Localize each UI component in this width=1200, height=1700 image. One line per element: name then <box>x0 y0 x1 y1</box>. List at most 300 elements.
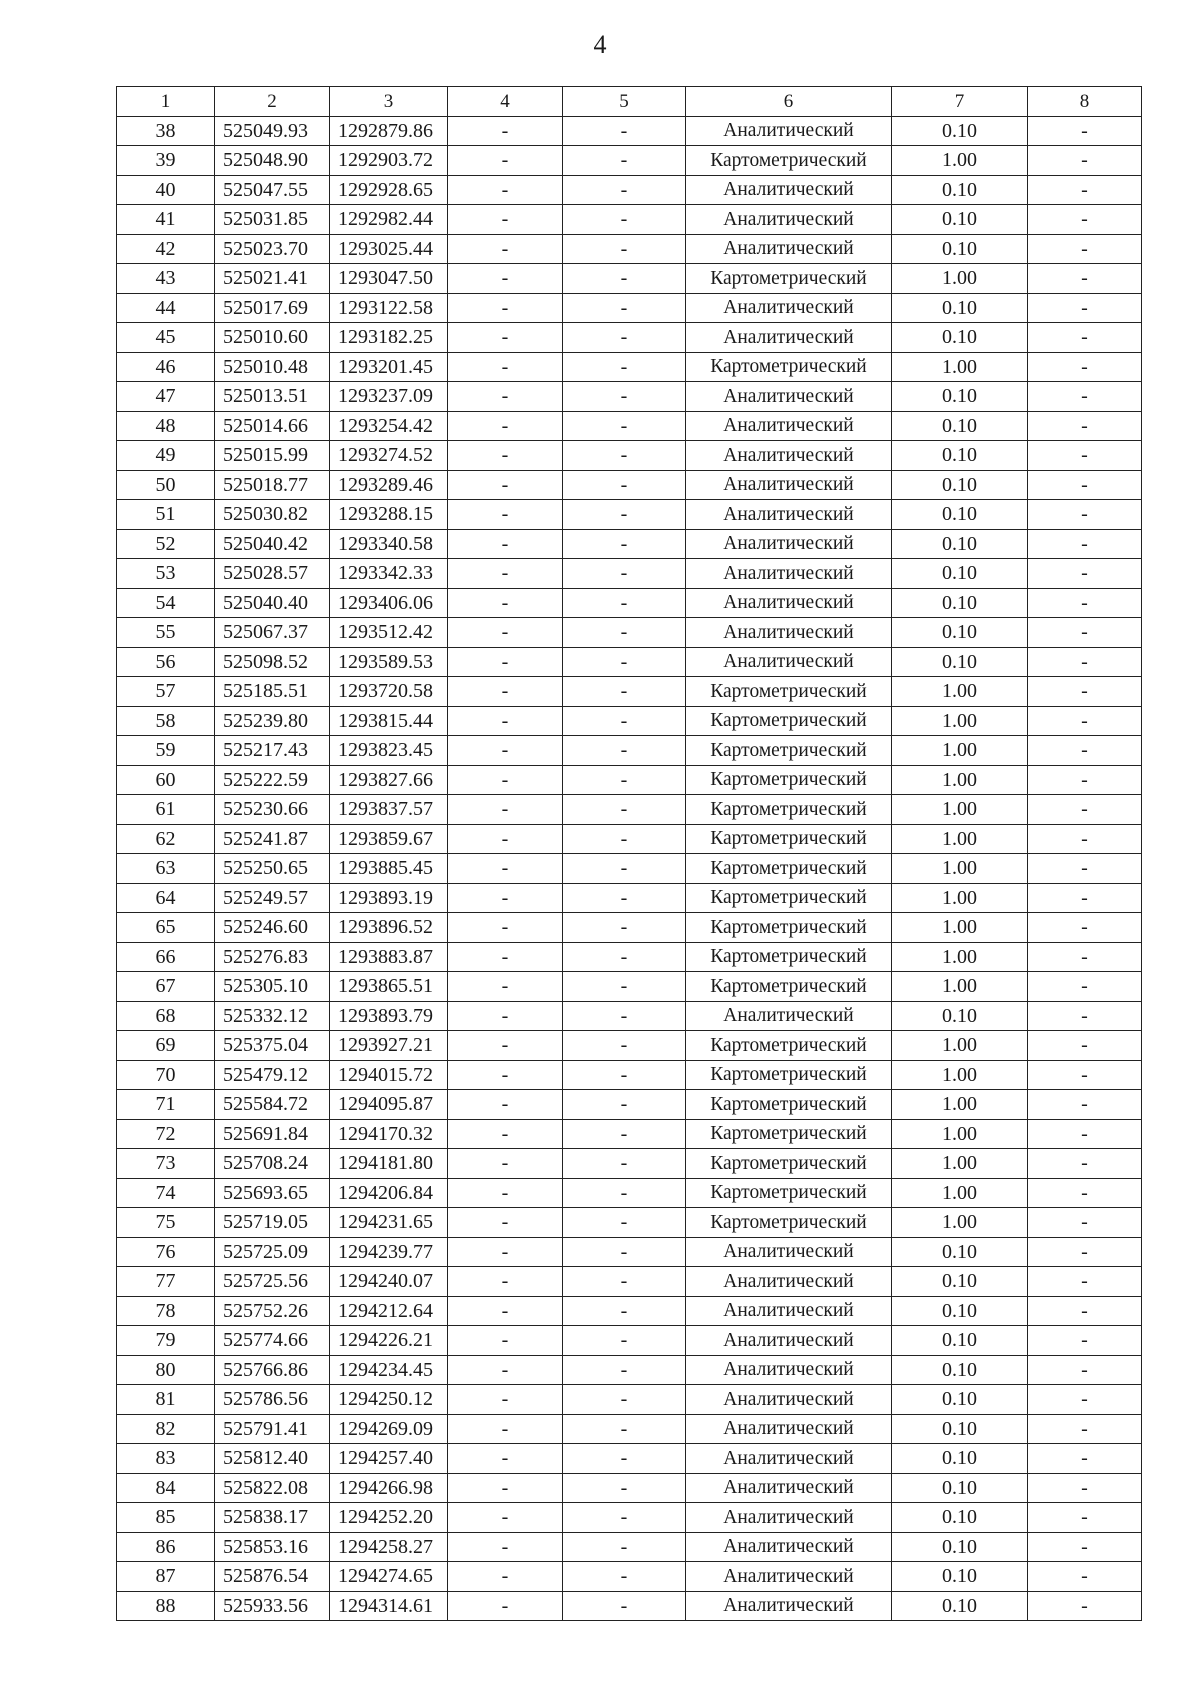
col4-cell: - <box>448 736 563 766</box>
y-coordinate-cell: 1294274.65 <box>330 1562 448 1592</box>
table-row <box>117 854 1142 884</box>
accuracy-cell: 0.10 <box>892 1296 1028 1326</box>
col4-cell: - <box>448 1267 563 1297</box>
table-row <box>117 1414 1142 1444</box>
col4-cell: - <box>448 1414 563 1444</box>
column-header: 1 <box>117 87 215 117</box>
x-coordinate-cell: 525040.42 <box>215 529 330 559</box>
method-cell: Аналитический <box>686 1001 892 1031</box>
x-coordinate-cell: 525786.56 <box>215 1385 330 1415</box>
y-coordinate-cell: 1292928.65 <box>330 175 448 205</box>
table-row <box>117 382 1142 412</box>
col5-cell: - <box>563 1119 686 1149</box>
x-coordinate-cell: 525276.83 <box>215 942 330 972</box>
col8-cell: - <box>1028 795 1142 825</box>
x-coordinate-cell: 525719.05 <box>215 1208 330 1238</box>
col8-cell: - <box>1028 1208 1142 1238</box>
col8-cell: - <box>1028 1503 1142 1533</box>
table-row <box>117 411 1142 441</box>
point-number-cell: 84 <box>117 1473 215 1503</box>
table-row <box>117 913 1142 943</box>
col4-cell: - <box>448 1001 563 1031</box>
column-header: 7 <box>892 87 1028 117</box>
col5-cell: - <box>563 500 686 530</box>
y-coordinate-cell: 1294314.61 <box>330 1591 448 1621</box>
x-coordinate-cell: 525048.90 <box>215 146 330 176</box>
x-coordinate-cell: 525725.56 <box>215 1267 330 1297</box>
table-row <box>117 1149 1142 1179</box>
col8-cell: - <box>1028 883 1142 913</box>
point-number-cell: 85 <box>117 1503 215 1533</box>
col4-cell: - <box>448 706 563 736</box>
point-number-cell: 41 <box>117 205 215 235</box>
col8-cell: - <box>1028 382 1142 412</box>
col4-cell: - <box>448 1473 563 1503</box>
x-coordinate-cell: 525691.84 <box>215 1119 330 1149</box>
method-cell: Картометрический <box>686 1178 892 1208</box>
table-row <box>117 1532 1142 1562</box>
col8-cell: - <box>1028 1473 1142 1503</box>
table-row <box>117 677 1142 707</box>
col8-cell: - <box>1028 1237 1142 1267</box>
method-cell: Аналитический <box>686 411 892 441</box>
point-number-cell: 57 <box>117 677 215 707</box>
point-number-cell: 60 <box>117 765 215 795</box>
y-coordinate-cell: 1293893.79 <box>330 1001 448 1031</box>
col5-cell: - <box>563 1178 686 1208</box>
col8-cell: - <box>1028 824 1142 854</box>
col8-cell: - <box>1028 1591 1142 1621</box>
col4-cell: - <box>448 470 563 500</box>
col4-cell: - <box>448 1178 563 1208</box>
col5-cell: - <box>563 913 686 943</box>
x-coordinate-cell: 525013.51 <box>215 382 330 412</box>
col5-cell: - <box>563 736 686 766</box>
method-cell: Аналитический <box>686 1296 892 1326</box>
x-coordinate-cell: 525030.82 <box>215 500 330 530</box>
table-row <box>117 352 1142 382</box>
x-coordinate-cell: 525023.70 <box>215 234 330 264</box>
point-number-cell: 69 <box>117 1031 215 1061</box>
y-coordinate-cell: 1294266.98 <box>330 1473 448 1503</box>
col8-cell: - <box>1028 1562 1142 1592</box>
y-coordinate-cell: 1293289.46 <box>330 470 448 500</box>
col8-cell: - <box>1028 146 1142 176</box>
y-coordinate-cell: 1293720.58 <box>330 677 448 707</box>
col4-cell: - <box>448 1326 563 1356</box>
col5-cell: - <box>563 677 686 707</box>
col4-cell: - <box>448 559 563 589</box>
point-number-cell: 64 <box>117 883 215 913</box>
col8-cell: - <box>1028 854 1142 884</box>
page-number: 4 <box>593 30 607 59</box>
x-coordinate-cell: 525752.26 <box>215 1296 330 1326</box>
col8-cell: - <box>1028 1090 1142 1120</box>
col4-cell: - <box>448 146 563 176</box>
y-coordinate-cell: 1293182.25 <box>330 323 448 353</box>
col5-cell: - <box>563 647 686 677</box>
method-cell: Картометрический <box>686 883 892 913</box>
col8-cell: - <box>1028 116 1142 146</box>
table-row <box>117 824 1142 854</box>
col8-cell: - <box>1028 1385 1142 1415</box>
accuracy-cell: 0.10 <box>892 1001 1028 1031</box>
table-row <box>117 1001 1142 1031</box>
x-coordinate-cell: 525049.93 <box>215 116 330 146</box>
table-row <box>117 618 1142 648</box>
table-row <box>117 175 1142 205</box>
accuracy-cell: 1.00 <box>892 1060 1028 1090</box>
y-coordinate-cell: 1293589.53 <box>330 647 448 677</box>
point-number-cell: 72 <box>117 1119 215 1149</box>
table-row <box>117 1237 1142 1267</box>
x-coordinate-cell: 525584.72 <box>215 1090 330 1120</box>
col8-cell: - <box>1028 470 1142 500</box>
accuracy-cell: 0.10 <box>892 588 1028 618</box>
method-cell: Картометрический <box>686 706 892 736</box>
accuracy-cell: 0.10 <box>892 441 1028 471</box>
col5-cell: - <box>563 883 686 913</box>
table-row <box>117 765 1142 795</box>
table-row <box>117 205 1142 235</box>
col4-cell: - <box>448 618 563 648</box>
point-number-cell: 81 <box>117 1385 215 1415</box>
table-row <box>117 942 1142 972</box>
point-number-cell: 47 <box>117 382 215 412</box>
x-coordinate-cell: 525725.09 <box>215 1237 330 1267</box>
column-header: 6 <box>686 87 892 117</box>
y-coordinate-cell: 1293885.45 <box>330 854 448 884</box>
x-coordinate-cell: 525017.69 <box>215 293 330 323</box>
y-coordinate-cell: 1294240.07 <box>330 1267 448 1297</box>
method-cell: Аналитический <box>686 323 892 353</box>
method-cell: Картометрический <box>686 1208 892 1238</box>
y-coordinate-cell: 1293927.21 <box>330 1031 448 1061</box>
y-coordinate-cell: 1293896.52 <box>330 913 448 943</box>
point-number-cell: 78 <box>117 1296 215 1326</box>
col5-cell: - <box>563 293 686 323</box>
point-number-cell: 67 <box>117 972 215 1002</box>
col4-cell: - <box>448 1532 563 1562</box>
point-number-cell: 61 <box>117 795 215 825</box>
col8-cell: - <box>1028 293 1142 323</box>
x-coordinate-cell: 525241.87 <box>215 824 330 854</box>
col8-cell: - <box>1028 972 1142 1002</box>
point-number-cell: 42 <box>117 234 215 264</box>
table-row <box>117 470 1142 500</box>
y-coordinate-cell: 1293122.58 <box>330 293 448 323</box>
x-coordinate-cell: 525021.41 <box>215 264 330 294</box>
point-number-cell: 66 <box>117 942 215 972</box>
col8-cell: - <box>1028 175 1142 205</box>
point-number-cell: 58 <box>117 706 215 736</box>
col4-cell: - <box>448 529 563 559</box>
col4-cell: - <box>448 795 563 825</box>
method-cell: Аналитический <box>686 470 892 500</box>
col4-cell: - <box>448 1296 563 1326</box>
table-row <box>117 1473 1142 1503</box>
accuracy-cell: 1.00 <box>892 972 1028 1002</box>
table-body <box>117 116 1142 1621</box>
col4-cell: - <box>448 205 563 235</box>
table-row <box>117 1591 1142 1621</box>
header-row <box>117 87 1142 117</box>
column-header: 3 <box>330 87 448 117</box>
x-coordinate-cell: 525185.51 <box>215 677 330 707</box>
col8-cell: - <box>1028 588 1142 618</box>
y-coordinate-cell: 1293047.50 <box>330 264 448 294</box>
point-number-cell: 54 <box>117 588 215 618</box>
x-coordinate-cell: 525305.10 <box>215 972 330 1002</box>
accuracy-cell: 0.10 <box>892 1444 1028 1474</box>
table-row <box>117 972 1142 1002</box>
table-row <box>117 293 1142 323</box>
col5-cell: - <box>563 352 686 382</box>
y-coordinate-cell: 1293237.09 <box>330 382 448 412</box>
col4-cell: - <box>448 382 563 412</box>
point-number-cell: 52 <box>117 529 215 559</box>
accuracy-cell: 1.00 <box>892 736 1028 766</box>
col5-cell: - <box>563 1296 686 1326</box>
table-row <box>117 1444 1142 1474</box>
point-number-cell: 87 <box>117 1562 215 1592</box>
method-cell: Картометрический <box>686 1090 892 1120</box>
table-row <box>117 146 1142 176</box>
method-cell: Аналитический <box>686 1414 892 1444</box>
x-coordinate-cell: 525774.66 <box>215 1326 330 1356</box>
y-coordinate-cell: 1294269.09 <box>330 1414 448 1444</box>
table-row <box>117 529 1142 559</box>
x-coordinate-cell: 525010.48 <box>215 352 330 382</box>
table-row <box>117 1119 1142 1149</box>
accuracy-cell: 0.10 <box>892 116 1028 146</box>
col4-cell: - <box>448 824 563 854</box>
col4-cell: - <box>448 1385 563 1415</box>
accuracy-cell: 0.10 <box>892 1326 1028 1356</box>
col4-cell: - <box>448 1237 563 1267</box>
point-number-cell: 74 <box>117 1178 215 1208</box>
point-number-cell: 45 <box>117 323 215 353</box>
table-row <box>117 441 1142 471</box>
col5-cell: - <box>563 795 686 825</box>
accuracy-cell: 1.00 <box>892 765 1028 795</box>
accuracy-cell: 0.10 <box>892 470 1028 500</box>
accuracy-cell: 0.10 <box>892 234 1028 264</box>
method-cell: Аналитический <box>686 1444 892 1474</box>
table-row <box>117 795 1142 825</box>
col4-cell: - <box>448 500 563 530</box>
point-number-cell: 53 <box>117 559 215 589</box>
table-row <box>117 1060 1142 1090</box>
y-coordinate-cell: 1294015.72 <box>330 1060 448 1090</box>
x-coordinate-cell: 525693.65 <box>215 1178 330 1208</box>
y-coordinate-cell: 1294231.65 <box>330 1208 448 1238</box>
x-coordinate-cell: 525014.66 <box>215 411 330 441</box>
x-coordinate-cell: 525375.04 <box>215 1031 330 1061</box>
x-coordinate-cell: 525822.08 <box>215 1473 330 1503</box>
col4-cell: - <box>448 765 563 795</box>
method-cell: Аналитический <box>686 175 892 205</box>
y-coordinate-cell: 1294170.32 <box>330 1119 448 1149</box>
col4-cell: - <box>448 1060 563 1090</box>
col8-cell: - <box>1028 913 1142 943</box>
y-coordinate-cell: 1294258.27 <box>330 1532 448 1562</box>
col8-cell: - <box>1028 1031 1142 1061</box>
col5-cell: - <box>563 854 686 884</box>
method-cell: Картометрический <box>686 352 892 382</box>
col8-cell: - <box>1028 411 1142 441</box>
col8-cell: - <box>1028 1149 1142 1179</box>
y-coordinate-cell: 1293342.33 <box>330 559 448 589</box>
point-number-cell: 48 <box>117 411 215 441</box>
x-coordinate-cell: 525812.40 <box>215 1444 330 1474</box>
col8-cell: - <box>1028 352 1142 382</box>
col8-cell: - <box>1028 1060 1142 1090</box>
table-row <box>117 323 1142 353</box>
point-number-cell: 71 <box>117 1090 215 1120</box>
x-coordinate-cell: 525031.85 <box>215 205 330 235</box>
method-cell: Аналитический <box>686 500 892 530</box>
accuracy-cell: 1.00 <box>892 1031 1028 1061</box>
y-coordinate-cell: 1294212.64 <box>330 1296 448 1326</box>
x-coordinate-cell: 525791.41 <box>215 1414 330 1444</box>
accuracy-cell: 0.10 <box>892 1562 1028 1592</box>
y-coordinate-cell: 1293815.44 <box>330 706 448 736</box>
col8-cell: - <box>1028 1119 1142 1149</box>
x-coordinate-cell: 525479.12 <box>215 1060 330 1090</box>
col5-cell: - <box>563 972 686 1002</box>
method-cell: Картометрический <box>686 264 892 294</box>
accuracy-cell: 0.10 <box>892 500 1028 530</box>
point-number-cell: 39 <box>117 146 215 176</box>
col5-cell: - <box>563 824 686 854</box>
method-cell: Картометрический <box>686 942 892 972</box>
col8-cell: - <box>1028 765 1142 795</box>
x-coordinate-cell: 525230.66 <box>215 795 330 825</box>
method-cell: Аналитический <box>686 1473 892 1503</box>
col5-cell: - <box>563 1060 686 1090</box>
y-coordinate-cell: 1294226.21 <box>330 1326 448 1356</box>
y-coordinate-cell: 1293201.45 <box>330 352 448 382</box>
point-number-cell: 59 <box>117 736 215 766</box>
col4-cell: - <box>448 175 563 205</box>
col5-cell: - <box>563 175 686 205</box>
accuracy-cell: 1.00 <box>892 1208 1028 1238</box>
point-number-cell: 82 <box>117 1414 215 1444</box>
col4-cell: - <box>448 1355 563 1385</box>
accuracy-cell: 1.00 <box>892 677 1028 707</box>
column-header: 8 <box>1028 87 1142 117</box>
y-coordinate-cell: 1293288.15 <box>330 500 448 530</box>
point-number-cell: 70 <box>117 1060 215 1090</box>
col5-cell: - <box>563 1444 686 1474</box>
col4-cell: - <box>448 293 563 323</box>
col8-cell: - <box>1028 441 1142 471</box>
accuracy-cell: 1.00 <box>892 1178 1028 1208</box>
col5-cell: - <box>563 1326 686 1356</box>
x-coordinate-cell: 525249.57 <box>215 883 330 913</box>
x-coordinate-cell: 525098.52 <box>215 647 330 677</box>
col5-cell: - <box>563 116 686 146</box>
col8-cell: - <box>1028 942 1142 972</box>
col5-cell: - <box>563 234 686 264</box>
point-number-cell: 86 <box>117 1532 215 1562</box>
method-cell: Аналитический <box>686 1591 892 1621</box>
accuracy-cell: 0.10 <box>892 1532 1028 1562</box>
col4-cell: - <box>448 441 563 471</box>
table-row <box>117 588 1142 618</box>
method-cell: Аналитический <box>686 116 892 146</box>
method-cell: Аналитический <box>686 293 892 323</box>
method-cell: Аналитический <box>686 588 892 618</box>
method-cell: Картометрический <box>686 913 892 943</box>
point-number-cell: 65 <box>117 913 215 943</box>
y-coordinate-cell: 1294234.45 <box>330 1355 448 1385</box>
point-number-cell: 68 <box>117 1001 215 1031</box>
accuracy-cell: 1.00 <box>892 352 1028 382</box>
y-coordinate-cell: 1293893.19 <box>330 883 448 913</box>
col5-cell: - <box>563 559 686 589</box>
col8-cell: - <box>1028 1444 1142 1474</box>
point-number-cell: 51 <box>117 500 215 530</box>
table-row <box>117 883 1142 913</box>
accuracy-cell: 1.00 <box>892 883 1028 913</box>
accuracy-cell: 0.10 <box>892 618 1028 648</box>
method-cell: Аналитический <box>686 647 892 677</box>
x-coordinate-cell: 525040.40 <box>215 588 330 618</box>
col4-cell: - <box>448 264 563 294</box>
table-row <box>117 1355 1142 1385</box>
accuracy-cell: 1.00 <box>892 1149 1028 1179</box>
method-cell: Аналитический <box>686 441 892 471</box>
table-row <box>117 647 1142 677</box>
point-number-cell: 88 <box>117 1591 215 1621</box>
point-number-cell: 49 <box>117 441 215 471</box>
accuracy-cell: 0.10 <box>892 411 1028 441</box>
col5-cell: - <box>563 264 686 294</box>
column-header: 4 <box>448 87 563 117</box>
col5-cell: - <box>563 1267 686 1297</box>
table-row <box>117 1208 1142 1238</box>
y-coordinate-cell: 1292982.44 <box>330 205 448 235</box>
accuracy-cell: 1.00 <box>892 1119 1028 1149</box>
x-coordinate-cell: 525217.43 <box>215 736 330 766</box>
x-coordinate-cell: 525239.80 <box>215 706 330 736</box>
y-coordinate-cell: 1292879.86 <box>330 116 448 146</box>
col4-cell: - <box>448 323 563 353</box>
x-coordinate-cell: 525708.24 <box>215 1149 330 1179</box>
y-coordinate-cell: 1293512.42 <box>330 618 448 648</box>
col5-cell: - <box>563 441 686 471</box>
point-number-cell: 62 <box>117 824 215 854</box>
accuracy-cell: 0.10 <box>892 323 1028 353</box>
accuracy-cell: 0.10 <box>892 1385 1028 1415</box>
y-coordinate-cell: 1293859.67 <box>330 824 448 854</box>
accuracy-cell: 0.10 <box>892 1473 1028 1503</box>
table-row <box>117 500 1142 530</box>
accuracy-cell: 0.10 <box>892 1267 1028 1297</box>
col8-cell: - <box>1028 264 1142 294</box>
accuracy-cell: 0.10 <box>892 293 1028 323</box>
col8-cell: - <box>1028 736 1142 766</box>
col5-cell: - <box>563 1532 686 1562</box>
accuracy-cell: 1.00 <box>892 706 1028 736</box>
col8-cell: - <box>1028 1355 1142 1385</box>
table-row <box>117 706 1142 736</box>
col4-cell: - <box>448 854 563 884</box>
table-row <box>117 1178 1142 1208</box>
col5-cell: - <box>563 529 686 559</box>
